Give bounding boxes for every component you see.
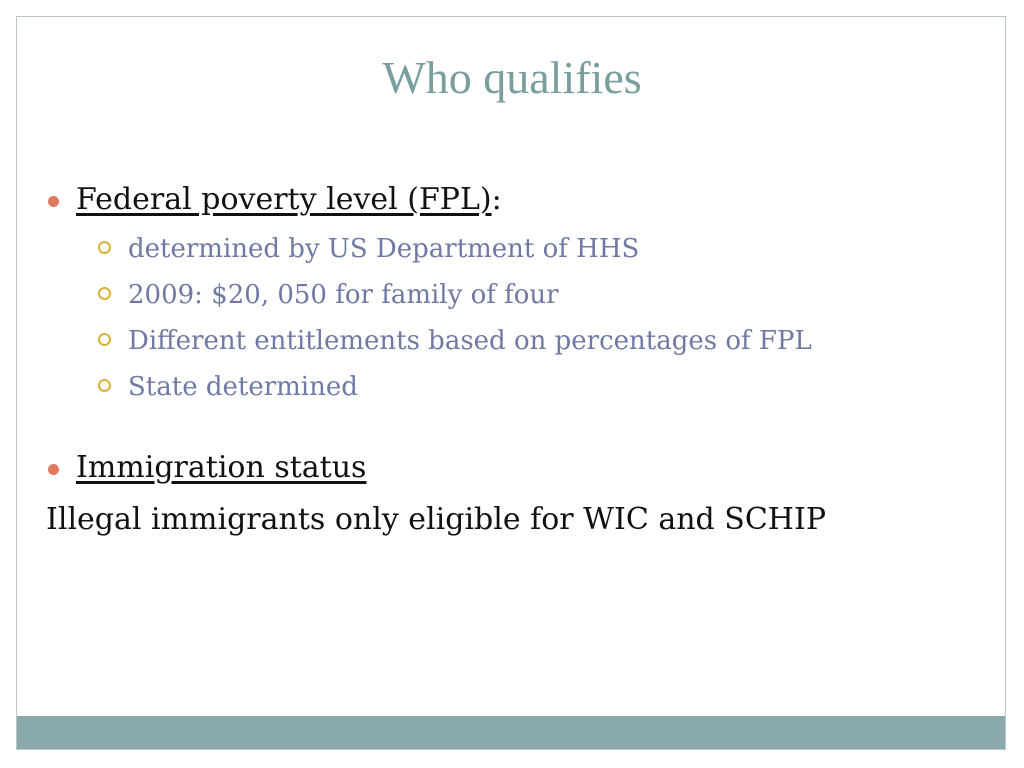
hollow-circle-bullet-icon	[98, 241, 111, 254]
sub-item	[98, 272, 986, 318]
spacer	[46, 410, 986, 446]
bullet-federal-poverty-level	[46, 178, 986, 222]
sub-item-text: State determined	[128, 372, 358, 402]
bullet-label: Immigration status	[76, 450, 367, 485]
bullet-immigration-status	[46, 446, 986, 490]
slide-content	[46, 178, 986, 544]
slide-title: Who qualifies	[382, 52, 642, 103]
sub-item	[98, 364, 986, 410]
filled-circle-bullet-icon	[48, 196, 59, 207]
bullet-suffix: :	[491, 182, 502, 217]
filled-circle-bullet-icon	[48, 464, 59, 475]
fpl-sub-list	[98, 226, 986, 410]
sub-item	[98, 318, 986, 364]
bullet-label: Federal poverty level (FPL)	[76, 182, 492, 217]
hollow-circle-bullet-icon	[98, 379, 111, 392]
footer-band	[17, 716, 1005, 749]
hollow-circle-bullet-icon	[98, 287, 111, 300]
sub-item-text: determined by US Department of HHS	[128, 234, 640, 264]
sub-item	[98, 226, 986, 272]
sub-item-text: Different entitlements based on percentages of FPL	[128, 326, 812, 356]
hollow-circle-bullet-icon	[98, 333, 111, 346]
sub-item-text: 2009: $20, 050 for family of four	[128, 280, 559, 310]
body-text: Illegal immigrants only eligible for WIC and SCHIP	[46, 502, 826, 537]
